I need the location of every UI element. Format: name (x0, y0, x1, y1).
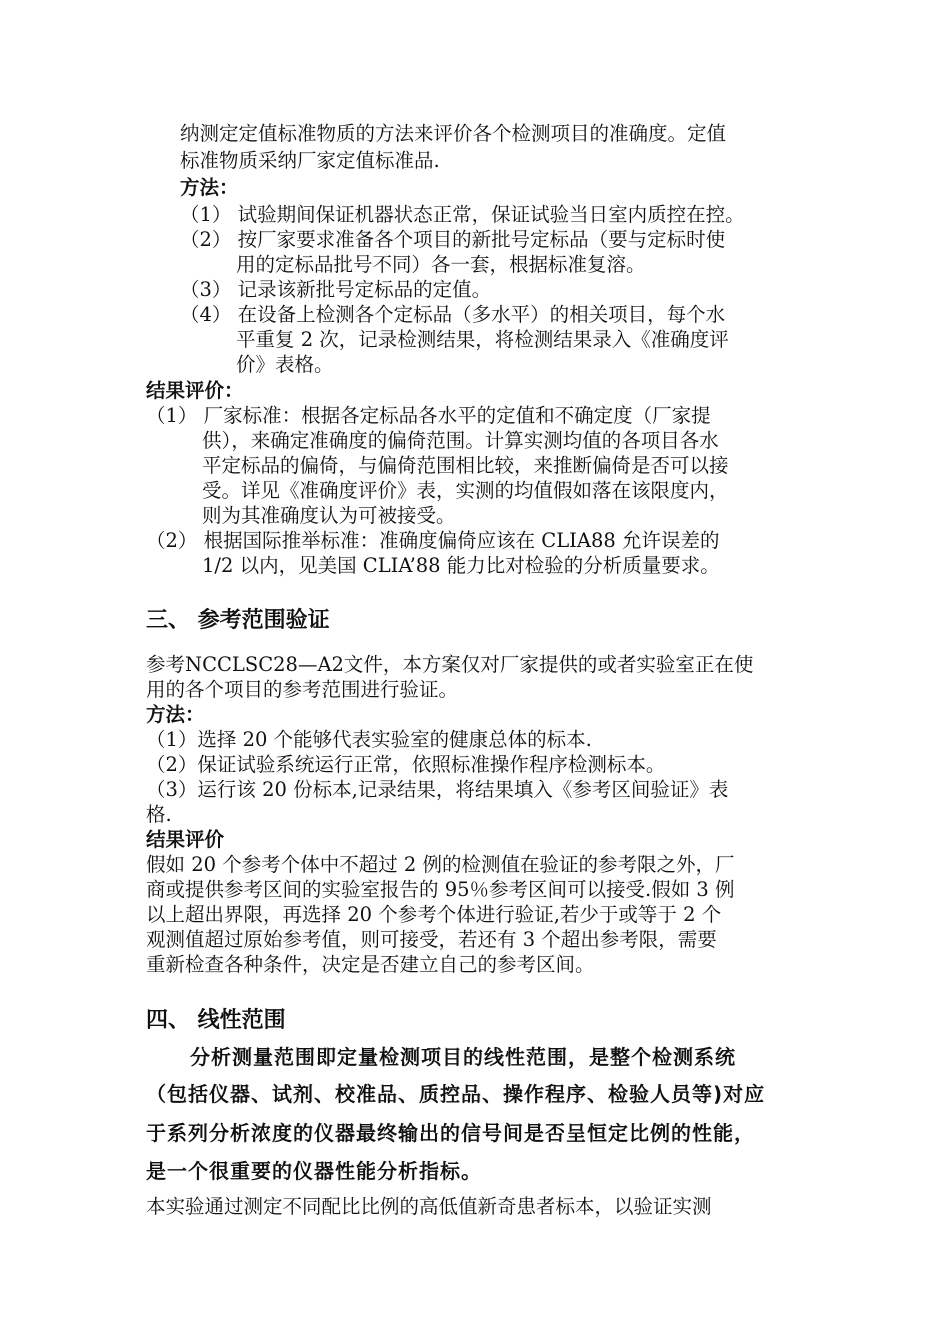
section-3-step-3-cont: 格. (146, 803, 172, 826)
accuracy-result-1-cont-3: 受。详见《准确度评价》表，实测的均值假如落在该限度内， (202, 479, 729, 502)
accuracy-result-1-cont-4: 则为其准确度认为可被接受。 (202, 504, 456, 527)
section-4-para-line-2: （包括仪器、试剂、校准品、质控品、操作程序、检验人员等)对应 (146, 1082, 766, 1106)
section-3-result-1: 假如 20 个参考个体中不超过 2 例的检测值在验证的参考限之外，厂 (146, 853, 735, 876)
section-4-heading: 四、 线性范围 (146, 1008, 286, 1033)
section-3-result-5: 重新检查各种条件，决定是否建立自己的参考区间。 (146, 953, 595, 976)
section-4-para-line-3: 于系列分析浓度的仪器最终输出的信号间是否呈恒定比例的性能， (146, 1121, 755, 1145)
accuracy-result-label: 结果评价： (146, 379, 244, 402)
section-3-heading: 三、 参考范围验证 (146, 608, 330, 633)
accuracy-intro-line-1: 纳测定定值标准物质的方法来评价各个检测项目的准确度。定值 (180, 122, 727, 145)
accuracy-result-1-cont-1: 供），来确定准确度的偏倚范围。计算实测均值的各项目各水 (202, 429, 719, 452)
accuracy-result-1-cont-2: 平定标品的偏倚，与偏倚范围相比较，来推断偏倚是否可以接 (202, 454, 729, 477)
section-4-para-line-4: 是一个很重要的仪器性能分析指标。 (146, 1159, 482, 1183)
section-4-tail-line: 本实验通过测定不同配比比例的高低值新奇患者标本，以验证实测 (146, 1195, 712, 1218)
accuracy-result-2-cont: 1/2 以内，见美国 CLIA’88 能力比对检验的分析质量要求。 (202, 554, 720, 577)
accuracy-step-4-cont-1: 平重复 2 次，记录检测结果，将检测结果录入《准确度评 (236, 328, 729, 351)
section-3-step-3: （3）运行该 20 份标本,记录结果，将结果填入《参考区间验证》表 (146, 778, 729, 801)
accuracy-result-1: （1） 厂家标准：根据各定标品各水平的定值和不确定度（厂家提 (146, 404, 711, 427)
section-4-para-line-1: 分析测量范围即定量检测项目的线性范围，是整个检测系统 (190, 1045, 736, 1069)
section-3-step-1: （1）选择 20 个能够代表实验室的健康总体的标本. (146, 728, 592, 751)
section-3-step-2: （2）保证试验系统运行正常，依照标准操作程序检测标本。 (146, 753, 666, 776)
section-3-intro-1: 参考NCCLSC28—A2文件，本方案仅对厂家提供的或者实验室正在使 (146, 653, 754, 676)
accuracy-result-2: （2） 根据国际推举标准：准确度偏倚应该在 CLIA88 允许误差的 (146, 529, 720, 552)
section-3-result-label: 结果评价 (146, 828, 225, 851)
section-3-result-4: 观测值超过原始参考值，则可接受，若还有 3 个超出参考限，需要 (146, 928, 717, 951)
section-3-method-label: 方法： (146, 703, 205, 726)
accuracy-step-2-cont: 用的定标品批号不同）各一套，根据标准复溶。 (236, 253, 646, 276)
section-3-result-2: 商或提供参考区间的实验室报告的 95％参考区间可以接受.假如 3 例 (146, 878, 735, 901)
section-3-result-3: 以上超出界限，再选择 20 个参考个体进行验证,若少于或等于 2 个 (146, 903, 722, 926)
section-3-intro-2: 用的各个项目的参考范围进行验证。 (146, 678, 459, 701)
accuracy-step-4-cont-2: 价》表格。 (236, 353, 334, 376)
accuracy-step-4: （4） 在设备上检测各个定标品（多水平）的相关项目，每个水 (180, 303, 726, 326)
accuracy-intro-line-2: 标准物质采纳厂家定值标准品. (180, 149, 440, 172)
accuracy-step-2: （2） 按厂家要求准备各个项目的新批号定标品（要与定标时使 (180, 228, 726, 251)
accuracy-step-1: （1） 试验期间保证机器状态正常，保证试验当日室内质控在控。 (180, 203, 745, 226)
accuracy-method-label: 方法： (180, 176, 239, 199)
accuracy-step-3: （3） 记录该新批号定标品的定值。 (180, 278, 492, 301)
